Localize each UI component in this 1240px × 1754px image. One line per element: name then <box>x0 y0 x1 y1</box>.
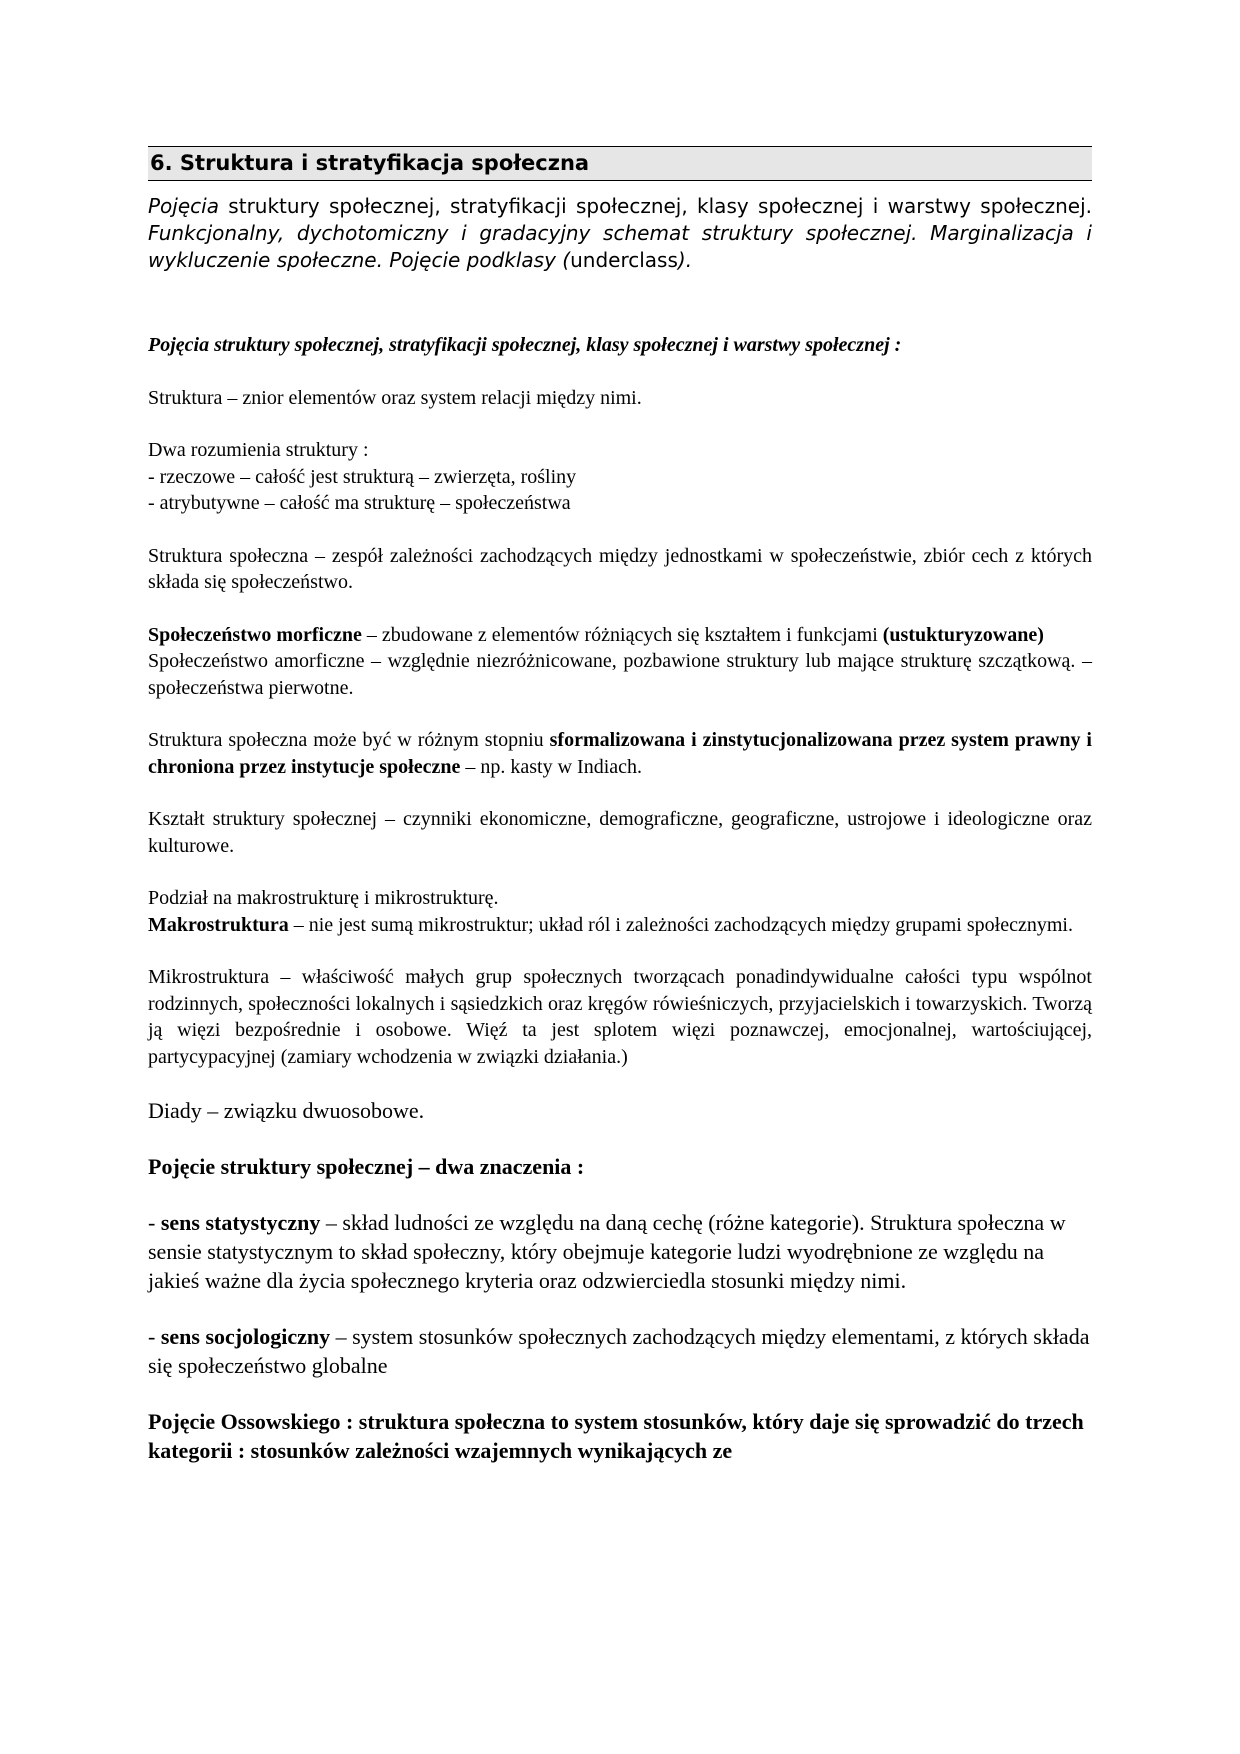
rozumienia-item-1: - rzeczowe – całość jest strukturą – zwierzęta, rośliny <box>148 465 577 488</box>
amorficzne-line: Społeczeństwo amorficzne – względnie niezróżnicowane, pozbawione struktury lub mające strukturę szczątkową. – społeczeństwa pierwotne. <box>148 650 1092 699</box>
makro-text: – nie jest sumą mikrostruktur; układ ról i zależności zachodzących między grupami społecznymi. <box>288 913 1073 936</box>
morficzne-line <box>148 622 1092 649</box>
makro-term: Makrostruktura <box>148 913 289 936</box>
paragraph-diady: Diady – związku dwuosobowe. <box>148 1098 425 1123</box>
makro-intro: Podział na makrostrukturę i mikrostrukturę. <box>148 887 499 909</box>
intro-italic-1: Pojęcia <box>148 194 219 218</box>
paragraph-ossowski: Pojęcie Ossowskiego : struktura społeczna to system stosunków, który daje się sprowadzić do trzech kategorii : stosunków zależności wzajemnych wynikających ze <box>148 1409 1084 1463</box>
intro-regular-2: underclass <box>570 248 678 272</box>
morficzne-text: – zbudowane z elementów różniących się kształtem i funkcjami <box>361 623 883 646</box>
sformalizowana-bold: sformalizowana i zinstytucjonalizowana przez system prawny i chroniona przez instytucje społeczne <box>148 729 1092 778</box>
socjologiczny-dash: - <box>148 1324 161 1349</box>
morficzne-term: Społeczeństwo morficzne <box>148 623 362 646</box>
makro-definition <box>148 912 1092 939</box>
morficzne-note: (ustukturyzowane) <box>882 623 1044 646</box>
statystyczny-text: – skład ludności ze względu na daną cechę (różne kategorie). Struktura społeczna w sensie statystycznym to skład społeczny, który obejmuje kategorie ludzi wyodrębnione ze względu na jakieś ważne dla życia społecznego kryteria oraz odzwierciedla stosunki między nimi. <box>148 1210 1066 1293</box>
statystyczny-dash: - <box>148 1210 161 1235</box>
paragraph-ksztalt: Kształt struktury społecznej – czynniki ekonomiczne, demograficzne, geograficzne, ustrojowe i ideologiczne oraz kulturowe. <box>148 808 1092 857</box>
page-title: 6. Struktura i stratyfikacja społeczna <box>148 146 1092 181</box>
intro-italic-3: ). <box>677 248 693 272</box>
paragraph-sformalizowana <box>148 727 1092 780</box>
document-page <box>148 146 1092 1465</box>
morficzne-block <box>148 622 1092 702</box>
paragraph-struktura-spoleczna: Struktura społeczna – zespół zależności zachodzących między jednostkami w społeczeństwie, zbiór cech z których składa się społeczeństwo. <box>148 544 1092 593</box>
makro-block <box>148 885 1092 938</box>
intro-italic-2: Funkcjonalny, dychotomiczny i gradacyjny schemat struktury społecznej. Marginalizacja i wykluczenie społeczne. Pojęcie podklasy ( <box>148 221 1092 272</box>
section-heading-2: Pojęcie struktury społecznej – dwa znaczenia : <box>148 1154 585 1179</box>
socjologiczny-text: – system stosunków społecznych zachodzących między elementami, z których składa się społeczeństwo globalne <box>148 1324 1090 1378</box>
intro-regular-1: struktury społecznej, stratyfikacji społecznej, klasy społecznej i warstwy społecznej. <box>218 194 1092 218</box>
intro-paragraph <box>148 193 1092 274</box>
statystyczny-term: sens statystyczny <box>160 1210 321 1235</box>
sformalizowana-text-1: Struktura społeczna może być w różnym stopniu <box>148 729 550 751</box>
paragraph-struktura: Struktura – znior elementów oraz system relacji między nimi. <box>148 386 642 409</box>
rozumienia-block <box>148 437 1092 517</box>
section-heading-1: Pojęcia struktury społecznej, stratyfikacji społecznej, klasy społecznej i warstwy społecznej : <box>148 334 902 356</box>
paragraph-mikro: Mikrostruktura – właściwość małych grup społecznych tworzącach ponadindywidualne całości typu wspólnot rodzinnych, społeczności lokalnych i sąsiedzkich oraz kręgów rówieśniczych, przyjacielskich i towarzyskich. Tworzą ją więzi bezpośrednie i osobowe. Więź ta jest splotem więzi poznawczej, emocjonalnej, wartościującej, partycypacyjnej (zamiary wchodzenia w związki działania.) <box>148 966 1092 1068</box>
paragraph-statystyczny <box>148 1208 1092 1295</box>
rozumienia-title: Dwa rozumienia struktury : <box>148 439 369 461</box>
paragraph-socjologiczny <box>148 1322 1092 1380</box>
rozumienia-item-2: - atrybutywne – całość ma strukturę – społeczeństwa <box>148 492 571 514</box>
sformalizowana-text-2: – np. kasty w Indiach. <box>460 755 643 778</box>
socjologiczny-term: sens socjologiczny <box>160 1324 331 1349</box>
